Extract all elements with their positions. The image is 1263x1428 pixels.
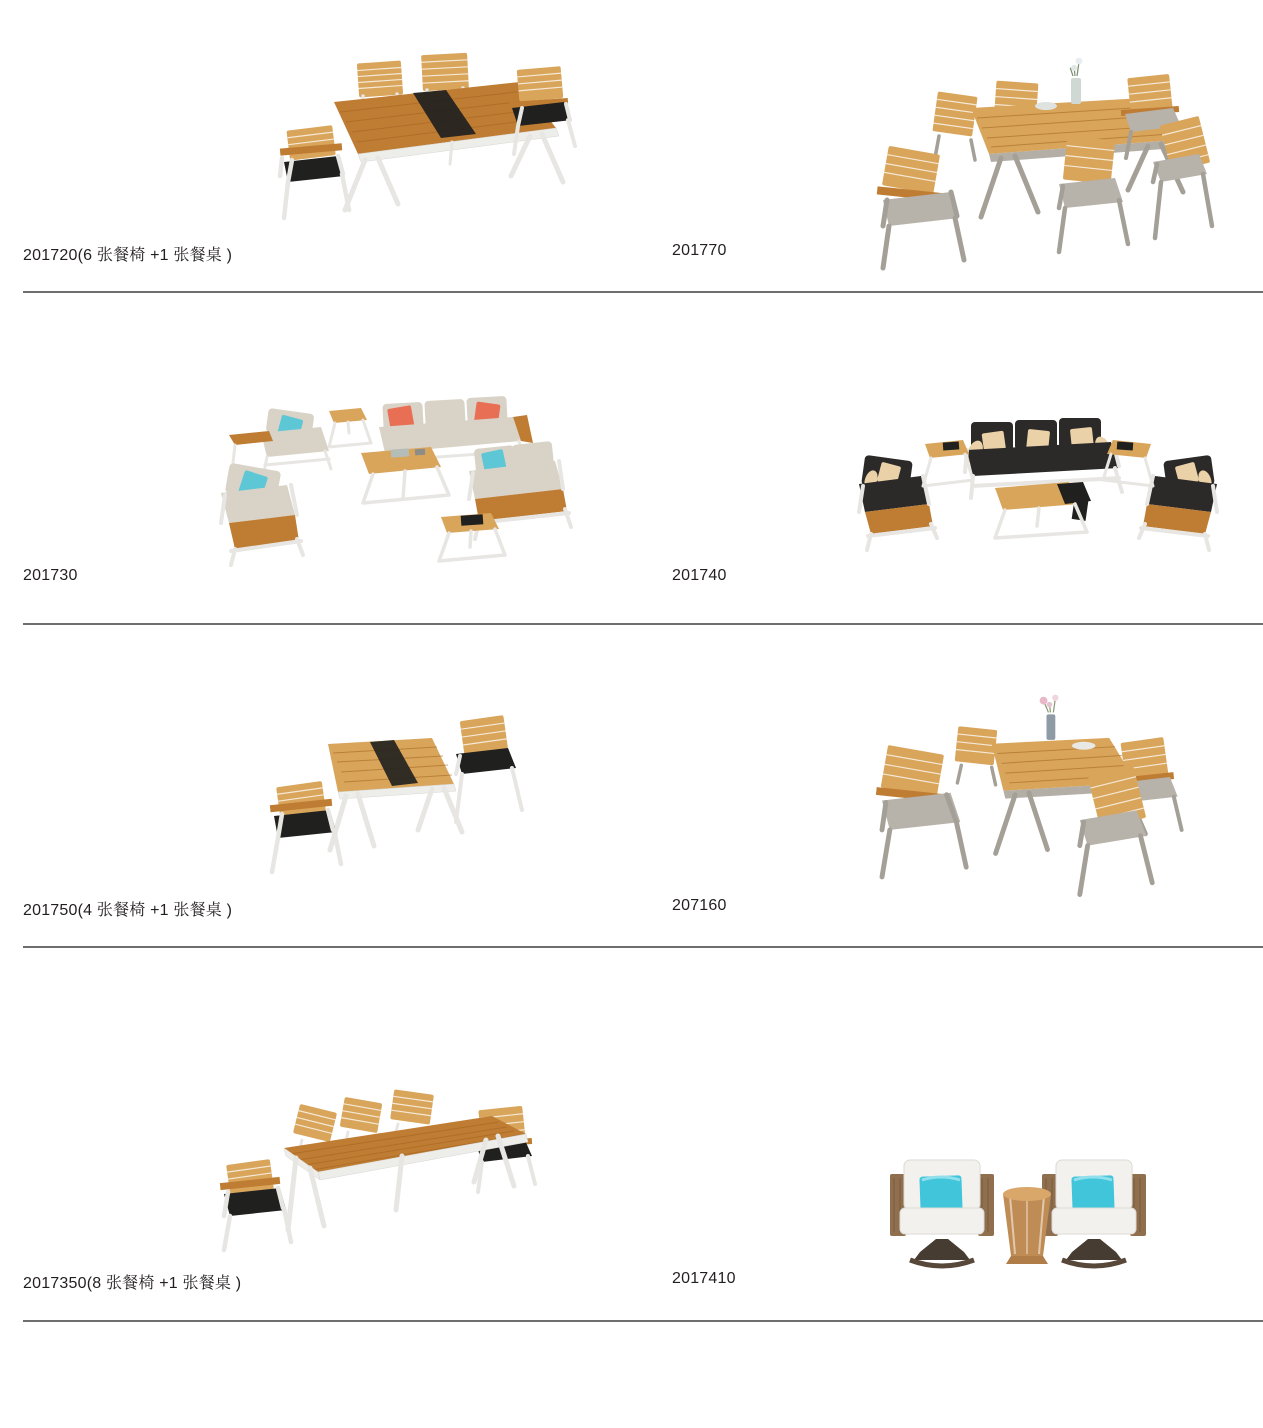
- side-table: [329, 408, 371, 447]
- armchair: [221, 463, 303, 565]
- side-chair: [456, 715, 522, 822]
- side-chair: [955, 726, 998, 785]
- swivel-base: [914, 1239, 970, 1260]
- table-dish: [1072, 742, 1096, 750]
- product-code-label: 2017350(8 张餐椅 +1 张餐桌 ): [23, 1275, 242, 1292]
- lounge-chair: [890, 1160, 994, 1266]
- side-chair: [1059, 136, 1128, 252]
- vase-with-flowers: [1065, 58, 1082, 104]
- product-code-label: 201740: [672, 567, 727, 584]
- product-image-201720: [230, 42, 610, 237]
- armchair: [859, 455, 937, 550]
- row-divider: [23, 946, 1263, 948]
- product-code-label: 2017410: [672, 1270, 736, 1287]
- armchair: [280, 125, 349, 218]
- armchair: [270, 781, 341, 872]
- row-divider: [23, 623, 1263, 625]
- product-image-207160: [843, 685, 1203, 920]
- product-image-201770: [843, 42, 1223, 282]
- row-divider: [23, 291, 1263, 293]
- product-code-label: 207160: [672, 897, 727, 914]
- cone-side-table: [1003, 1187, 1051, 1264]
- table-bowl: [1035, 102, 1057, 110]
- coffee-table: [995, 482, 1091, 538]
- product-image-2017350: [192, 1082, 572, 1272]
- product-code-label: 201750(4 张餐椅 +1 张餐桌 ): [23, 902, 233, 919]
- armchair: [876, 745, 966, 877]
- row-divider: [23, 1320, 1263, 1322]
- armchair: [877, 146, 964, 268]
- product-code-label: 201770: [672, 242, 727, 259]
- cyan-pillow: [919, 1175, 962, 1212]
- armchair: [220, 1159, 291, 1250]
- coffee-table: [361, 447, 449, 503]
- product-image-201730: [183, 375, 583, 575]
- dining-table: [328, 738, 462, 850]
- product-code-label: 201720(6 张餐椅 +1 张餐桌 ): [23, 247, 233, 264]
- product-image-201750: [222, 692, 542, 882]
- side-chair: [932, 91, 977, 160]
- product-image-2017410: [882, 1142, 1172, 1282]
- product-image-201740: [843, 400, 1233, 560]
- product-code-label: 201730: [23, 567, 78, 584]
- vase-with-flowers: [1040, 695, 1059, 740]
